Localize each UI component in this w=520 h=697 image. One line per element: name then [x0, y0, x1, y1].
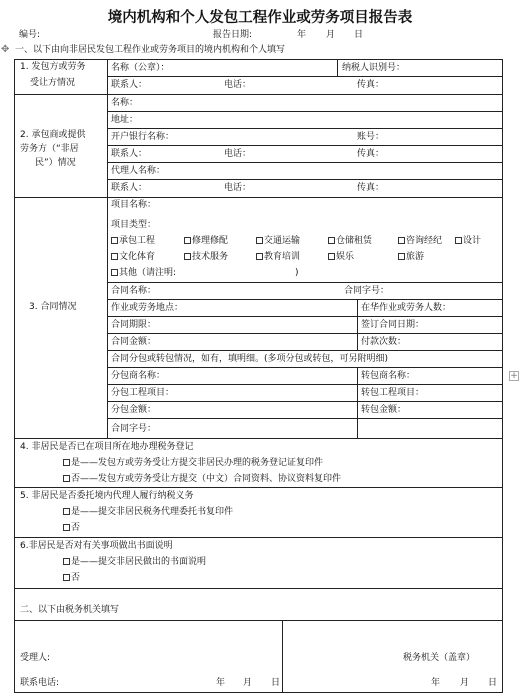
type-option-engineering[interactable]: 承包工程 — [111, 236, 155, 247]
type-option-repair[interactable]: 修理修配 — [184, 236, 228, 247]
type-option-culture[interactable]: 文化体育 — [111, 252, 155, 263]
checkbox-icon[interactable] — [328, 253, 335, 260]
q4-option-yes[interactable]: 是——发包方或劳务受让方提交非居民办理的税务登记证复印件 — [63, 458, 323, 469]
receiver-field[interactable]: 受理人: — [20, 653, 51, 663]
row1-name-field[interactable]: 名称（公章）： — [111, 63, 170, 73]
sub-amount-field[interactable]: 分包金额： — [111, 405, 157, 415]
type-option-consulting[interactable]: 咨询经纪 — [398, 236, 442, 247]
row2-agent-field[interactable]: 代理人名称： — [111, 166, 166, 176]
q5-option-yes[interactable]: 是——提交非居民税务代理委托书复印件 — [63, 507, 233, 518]
report-date-label: 报告日期: — [213, 30, 253, 40]
row1-label-a: 1. 发包方或劳务 — [20, 62, 86, 72]
staff-count-field[interactable]: 在华作业或劳务人数： — [361, 303, 452, 313]
receiver-phone-field[interactable]: 联系电话: — [20, 678, 60, 688]
pay-times-field[interactable]: 付款次数： — [361, 337, 407, 347]
checkbox-icon[interactable] — [455, 237, 462, 244]
checkbox-icon[interactable] — [63, 475, 70, 482]
tax-office-seal: 税务机关（盖章） — [403, 653, 476, 663]
row1-label-b: 受让方情况 — [30, 78, 76, 88]
trans-amount-field[interactable]: 转包金额： — [361, 405, 407, 415]
checkbox-icon[interactable] — [111, 253, 118, 260]
move-handle-icon[interactable]: ✥ — [1, 44, 10, 55]
work-place-field[interactable]: 作业或劳务地点： — [111, 303, 184, 313]
checkbox-icon[interactable] — [63, 459, 70, 466]
row1-contact-field[interactable]: 联系人： — [111, 80, 148, 90]
receiver-month: 月 — [243, 678, 253, 688]
row1-fax-field[interactable]: 传真： — [357, 80, 385, 90]
contract-amount-field[interactable]: 合同金额： — [111, 337, 157, 347]
row2-agent-phone-field[interactable]: 电话： — [224, 183, 252, 193]
checkbox-icon[interactable] — [63, 524, 70, 531]
q5-text: 5. 非居民是否委托境内代理人履行纳税义务 — [20, 491, 194, 501]
receiver-day: 日 — [271, 678, 281, 688]
checkbox-icon[interactable] — [398, 253, 405, 260]
row1-taxid-field[interactable]: 纳税人识别号： — [342, 63, 406, 73]
checkbox-icon[interactable] — [398, 237, 405, 244]
type-option-tourism[interactable]: 旅游 — [398, 252, 424, 263]
type-option-transport[interactable]: 交通运输 — [256, 236, 300, 247]
receiver-year: 年 — [216, 678, 226, 688]
type-other-close: ) — [295, 268, 299, 278]
row3-label: 3. 合同情况 — [29, 302, 77, 312]
contract-period-field[interactable]: 合同期限： — [111, 320, 157, 330]
section1-heading: 一、以下由向非居民发包工程作业或劳务项目的境内机构和个人填写 — [15, 45, 286, 55]
row2-account-field[interactable]: 账号： — [357, 132, 385, 142]
checkbox-icon[interactable] — [111, 269, 118, 276]
checkbox-icon[interactable] — [328, 237, 335, 244]
trans-name-field[interactable]: 转包商名称： — [361, 371, 416, 381]
checkbox-icon[interactable] — [63, 574, 70, 581]
subcontract-note: 合同分包或转包情况，如有，填明细。(多项分包或转包，可另附明细) — [111, 354, 389, 364]
type-option-education[interactable]: 教育培训 — [256, 252, 300, 263]
checkbox-icon[interactable] — [111, 237, 118, 244]
form-title: 境内机构和个人发包工程作业或劳务项目报告表 — [107, 9, 413, 26]
checkbox-icon[interactable] — [63, 558, 70, 565]
row1-phone-field[interactable]: 电话： — [224, 80, 252, 90]
row2-agent-fax-field[interactable]: 传真： — [357, 183, 385, 193]
row2-label-a: 2. 承包商或提供 — [20, 130, 86, 140]
q6-option-no[interactable]: 否 — [63, 573, 80, 584]
trans-project-field[interactable]: 转包工程项目： — [361, 388, 425, 398]
q6-text: 6.非居民是否对有关事项做出书面说明 — [20, 541, 173, 551]
number-label: 编号: — [19, 30, 41, 40]
sign-date-field[interactable]: 签订合同日期： — [361, 320, 425, 330]
office-month: 月 — [460, 678, 470, 688]
row2-bank-field[interactable]: 开户银行名称： — [111, 132, 175, 142]
checkbox-icon[interactable] — [256, 253, 263, 260]
row2-name-field[interactable]: 名称： — [111, 98, 139, 108]
header-day: 日 — [354, 30, 364, 40]
q4-text: 4. 非居民是否已在项目所在地办理税务登记 — [20, 442, 194, 452]
q4-option-no[interactable]: 否——发包方或劳务受让方提交（中文）合同资料、协议资料复印件 — [63, 474, 341, 485]
header-month: 月 — [326, 30, 336, 40]
type-option-design[interactable]: 设计 — [455, 236, 481, 247]
row2-label-b: 劳务方（“非居 — [20, 144, 79, 154]
row2-contact-field[interactable]: 联系人： — [111, 149, 148, 159]
office-day: 日 — [488, 678, 498, 688]
checkbox-icon[interactable] — [256, 237, 263, 244]
contract-no-field[interactable]: 合同字号： — [344, 286, 390, 296]
sub-name-field[interactable]: 分包商名称： — [111, 371, 166, 381]
row2-fax-field[interactable]: 传真： — [357, 149, 385, 159]
row2-phone-field[interactable]: 电话： — [224, 149, 252, 159]
type-option-tech[interactable]: 技术服务 — [184, 252, 228, 263]
sub-project-field[interactable]: 分包工程项目： — [111, 388, 175, 398]
plus-icon[interactable]: + — [510, 371, 518, 381]
type-option-other[interactable]: 其他（请注明: — [111, 268, 176, 279]
section2-heading: 二、以下由税务机关填写 — [20, 605, 120, 615]
project-type-label: 项目类型： — [111, 220, 157, 230]
row2-label-c: 民”）情况 — [35, 158, 76, 168]
header-year: 年 — [297, 30, 307, 40]
type-option-storage[interactable]: 仓储租赁 — [328, 236, 372, 247]
checkbox-icon[interactable] — [63, 508, 70, 515]
type-option-entertainment[interactable]: 娱乐 — [328, 252, 354, 263]
q5-option-no[interactable]: 否 — [63, 523, 80, 534]
contract-name-field[interactable]: 合同名称： — [111, 286, 157, 296]
row2-agent-contact-field[interactable]: 联系人： — [111, 183, 148, 193]
row2-address-field[interactable]: 地址： — [111, 115, 139, 125]
checkbox-icon[interactable] — [184, 237, 191, 244]
q6-option-yes[interactable]: 是——提交非居民做出的书面说明 — [63, 557, 206, 568]
checkbox-icon[interactable] — [184, 253, 191, 260]
project-name-field[interactable]: 项目名称： — [111, 200, 157, 210]
office-year: 年 — [431, 678, 441, 688]
sub-contract-no-field[interactable]: 合同字号： — [111, 424, 157, 434]
